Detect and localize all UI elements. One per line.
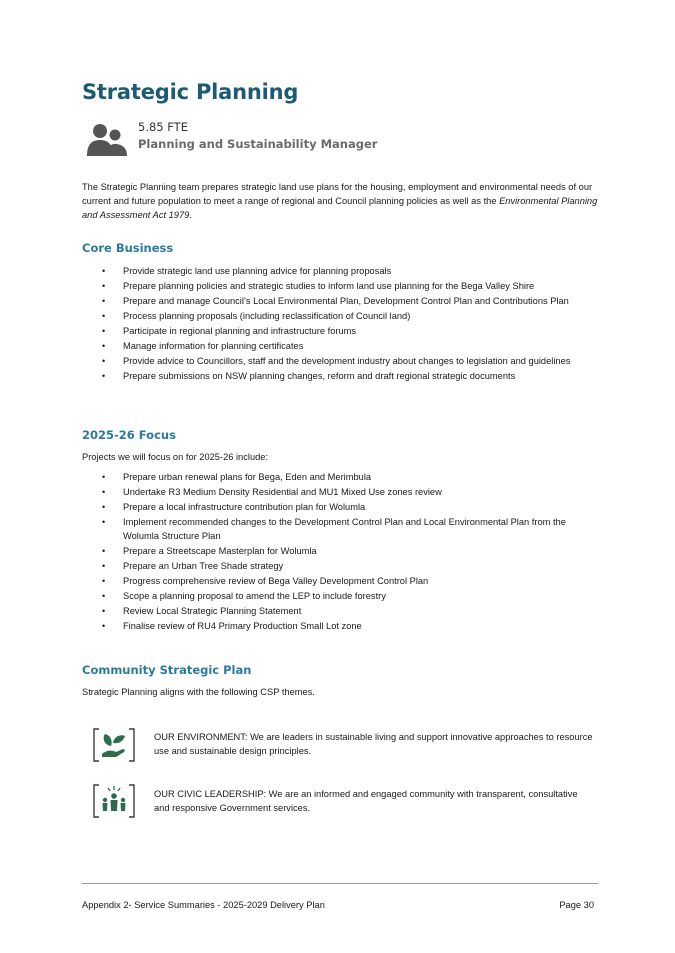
csp-intro: Strategic Planning aligns with the following CSP themes. xyxy=(82,687,315,697)
list-item: • Undertake R3 Medium Density Residential and MU1 Mixed Use zones review xyxy=(82,486,600,500)
list-item: • Manage information for planning certificates xyxy=(82,340,600,354)
list-item: • Prepare an Urban Tree Shade strategy xyxy=(82,560,600,574)
page-number: Page 30 xyxy=(559,900,594,910)
list-item: • Prepare submissions on NSW planning changes, reform and draft regional strategic documents xyxy=(82,370,600,384)
page-title: Strategic Planning xyxy=(82,80,299,104)
csp-theme-civic-leadership: OUR CIVIC LEADERSHIP: We are an informed and engaged community with transparent, consultative and responsive Government services. xyxy=(154,789,578,813)
list-item: • Provide strategic land use planning advice for planning proposals xyxy=(82,265,600,279)
list-item: • Scope a planning proposal to amend the LEP to include forestry xyxy=(82,590,600,604)
intro-paragraph: The Strategic Planning team prepares strategic land use plans for the housing, employment and environmental needs of our current and future population to meet a range of regional and Council planning policies as well as the Environmental Planning and Assessment Act 1979. xyxy=(82,182,598,220)
list-item: • Finalise review of RU4 Primary Production Small Lot zone xyxy=(82,620,600,634)
focus-heading: 2025-26 Focus xyxy=(82,428,176,442)
list-item: • Prepare urban renewal plans for Bega, Eden and Merimbula xyxy=(82,471,600,485)
focus-intro: Projects we will focus on for 2025-26 include: xyxy=(82,452,269,462)
list-item: • Prepare a Streetscape Masterplan for Wolumla xyxy=(82,545,600,559)
civic-leadership-icon xyxy=(92,783,136,819)
role-title: Planning and Sustainability Manager xyxy=(138,137,378,151)
fte-count: 5.85 FTE xyxy=(138,120,188,134)
list-item: • Prepare and manage Council’s Local Environmental Plan, Development Control Plan and Contributions Plan xyxy=(82,295,600,309)
list-item: • Prepare a local infrastructure contribution plan for Wolumla xyxy=(82,501,600,515)
list-item: • Participate in regional planning and infrastructure forums xyxy=(82,325,600,339)
focus-list xyxy=(82,471,600,635)
csp-heading: Community Strategic Plan xyxy=(82,663,252,677)
list-item: • Review Local Strategic Planning Statement xyxy=(82,605,600,619)
core-business-list xyxy=(82,265,600,385)
people-icon xyxy=(86,122,128,158)
core-business-heading: Core Business xyxy=(82,241,174,255)
csp-theme-environment: OUR ENVIRONMENT: We are leaders in sustainable living and support innovative approaches to resource use and sustainable design principles. xyxy=(154,732,593,756)
list-item: • Implement recommended changes to the Development Control Plan and Local Environmental Plan from the Wolumla Structure Plan xyxy=(82,516,600,544)
list-item: • Provide advice to Councillors, staff and the development industry about changes to legislation and guidelines xyxy=(82,355,600,369)
act-name: Environmental Planning and Assessment Act 1979 xyxy=(82,195,598,220)
list-item: • Prepare planning policies and strategic studies to inform land use planning for the Bega Valley Shire xyxy=(82,280,600,294)
leaf-hand-icon xyxy=(92,727,136,763)
list-item: • Process planning proposals (including reclassification of Council land) xyxy=(82,310,600,324)
footer-document-title: Appendix 2- Service Summaries - 2025-2029 Delivery Plan xyxy=(82,900,325,910)
footer-divider xyxy=(82,883,598,884)
list-item: • Progress comprehensive review of Bega Valley Development Control Plan xyxy=(82,575,600,589)
